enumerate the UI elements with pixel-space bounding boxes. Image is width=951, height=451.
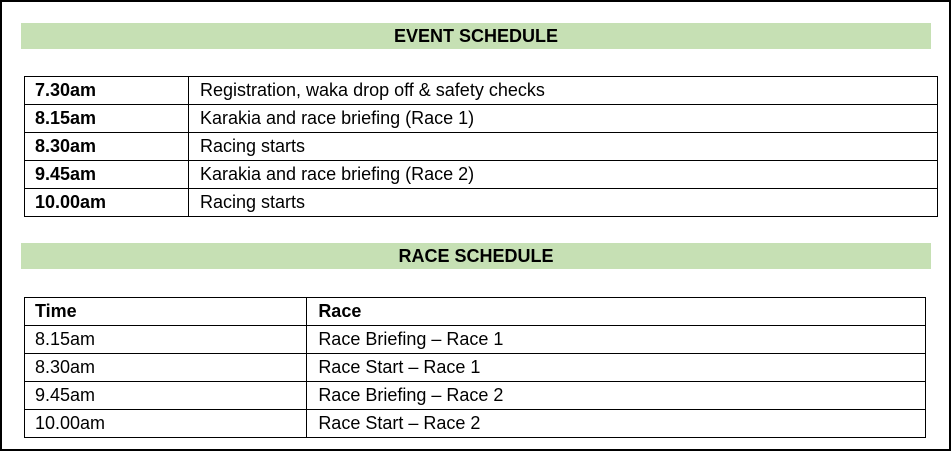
race-name-cell: Race Start – Race 2	[307, 410, 926, 438]
table-row	[25, 161, 938, 189]
table-row	[25, 133, 938, 161]
table-row	[25, 410, 926, 438]
event-description-cell: Racing starts	[189, 133, 938, 161]
event-description-cell: Karakia and race briefing (Race 1)	[189, 105, 938, 133]
event-time-cell: 8.30am	[25, 133, 189, 161]
event-schedule-title: EVENT SCHEDULE	[393, 26, 559, 46]
event-time-cell: 7.30am	[25, 77, 189, 105]
event-schedule-header	[21, 23, 931, 49]
table-row	[25, 326, 926, 354]
race-schedule-table	[24, 297, 926, 438]
event-description-cell: Registration, waka drop off & safety checks	[189, 77, 938, 105]
event-description-cell: Karakia and race briefing (Race 2)	[189, 161, 938, 189]
event-time-cell: 10.00am	[25, 189, 189, 217]
event-time-cell: 9.45am	[25, 161, 189, 189]
race-schedule-title: RACE SCHEDULE	[398, 246, 554, 266]
column-header-time: Time	[25, 298, 307, 326]
column-header-race: Race	[307, 298, 926, 326]
race-name-cell: Race Briefing – Race 2	[307, 382, 926, 410]
table-row	[25, 77, 938, 105]
table-row	[25, 354, 926, 382]
race-time-cell: 8.15am	[25, 326, 307, 354]
table-row	[25, 105, 938, 133]
race-schedule-header	[21, 243, 931, 269]
table-row	[25, 382, 926, 410]
event-time-cell: 8.15am	[25, 105, 189, 133]
table-row	[25, 189, 938, 217]
event-description-cell: Racing starts	[189, 189, 938, 217]
race-time-cell: 8.30am	[25, 354, 307, 382]
table-header-row	[25, 298, 926, 326]
race-time-cell: 9.45am	[25, 382, 307, 410]
race-time-cell: 10.00am	[25, 410, 307, 438]
race-name-cell: Race Briefing – Race 1	[307, 326, 926, 354]
event-schedule-table	[24, 76, 938, 217]
race-name-cell: Race Start – Race 1	[307, 354, 926, 382]
